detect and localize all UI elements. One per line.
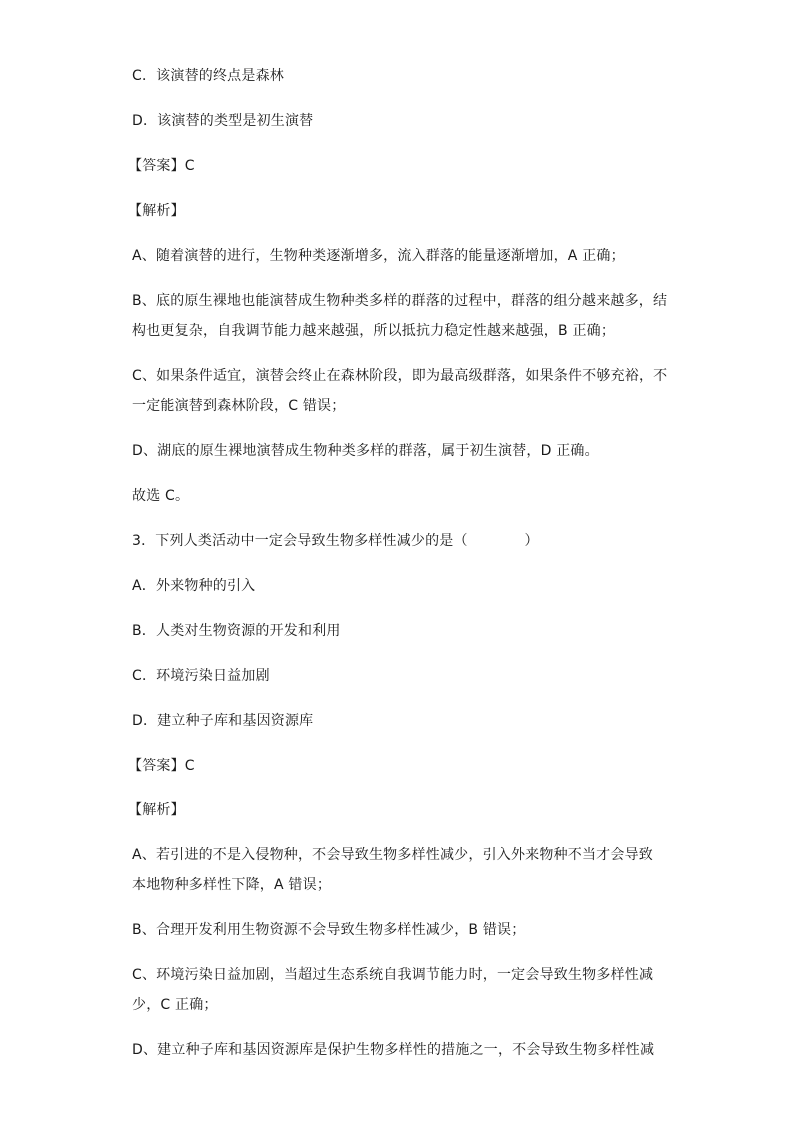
choice-conclusion: 故选 C。 bbox=[132, 488, 190, 504]
analysis-c-line-1: C、如果条件适宜，演替会终止在森林阶段，即为最高级群落，如果条件不够充裕，不 bbox=[132, 368, 668, 384]
question-3-option-c: C．环境污染日益加剧 bbox=[132, 668, 270, 684]
q3-analysis-c-line-2: 少，C 正确； bbox=[132, 997, 218, 1013]
question-3-option-a: A．外来物种的引入 bbox=[132, 578, 256, 594]
option-d-line: D．该演替的类型是初生演替 bbox=[132, 113, 314, 129]
q3-analysis-d-line-1: D、建立种子库和基因资源库是保护生物多样性的措施之一，不会导致生物多样性减 bbox=[132, 1042, 655, 1058]
analysis-label-2: 【解析】 bbox=[128, 802, 185, 818]
q3-analysis-a-line-2: 本地物种多样性下降，A 错误； bbox=[132, 877, 332, 893]
analysis-b-line-2: 构也更复杂，自我调节能力越来越强，所以抵抗力稳定性越来越强，B 正确； bbox=[132, 323, 616, 339]
q3-analysis-c-line-1: C、环境污染日益加剧，当超过生态系统自我调节能力时，一定会导致生物多样性减 bbox=[132, 967, 654, 983]
analysis-a-line: A、随着演替的进行，生物种类逐渐增多，流入群落的能量逐渐增加，A 正确； bbox=[132, 248, 625, 264]
question-3-option-b: B．人类对生物资源的开发和利用 bbox=[132, 623, 341, 639]
q3-analysis-a-line-1: A、若引进的不是入侵物种，不会导致生物多样性减少，引入外来物种不当才会导致 bbox=[132, 847, 653, 863]
option-c-line: C．该演替的终点是森林 bbox=[132, 68, 284, 84]
analysis-c-line-2: 一定能演替到森林阶段，C 错误； bbox=[132, 398, 346, 414]
answer-label: 【答案】C bbox=[128, 158, 195, 174]
question-3-stem: 3．下列人类活动中一定会导致生物多样性减少的是（ ） bbox=[132, 533, 539, 549]
analysis-d-line: D、湖底的原生裸地演替成生物种类多样的群落，属于初生演替，D 正确。 bbox=[132, 443, 599, 459]
q3-analysis-b-line: B、合理开发利用生物资源不会导致生物多样性减少，B 错误； bbox=[132, 922, 526, 938]
analysis-label: 【解析】 bbox=[128, 203, 185, 219]
answer-label-2: 【答案】C bbox=[128, 758, 195, 774]
question-3-option-d: D．建立种子库和基因资源库 bbox=[132, 713, 314, 729]
analysis-b-line-1: B、底的原生裸地也能演替成生物种类多样的群落的过程中，群落的组分越来越多，结 bbox=[132, 293, 668, 309]
